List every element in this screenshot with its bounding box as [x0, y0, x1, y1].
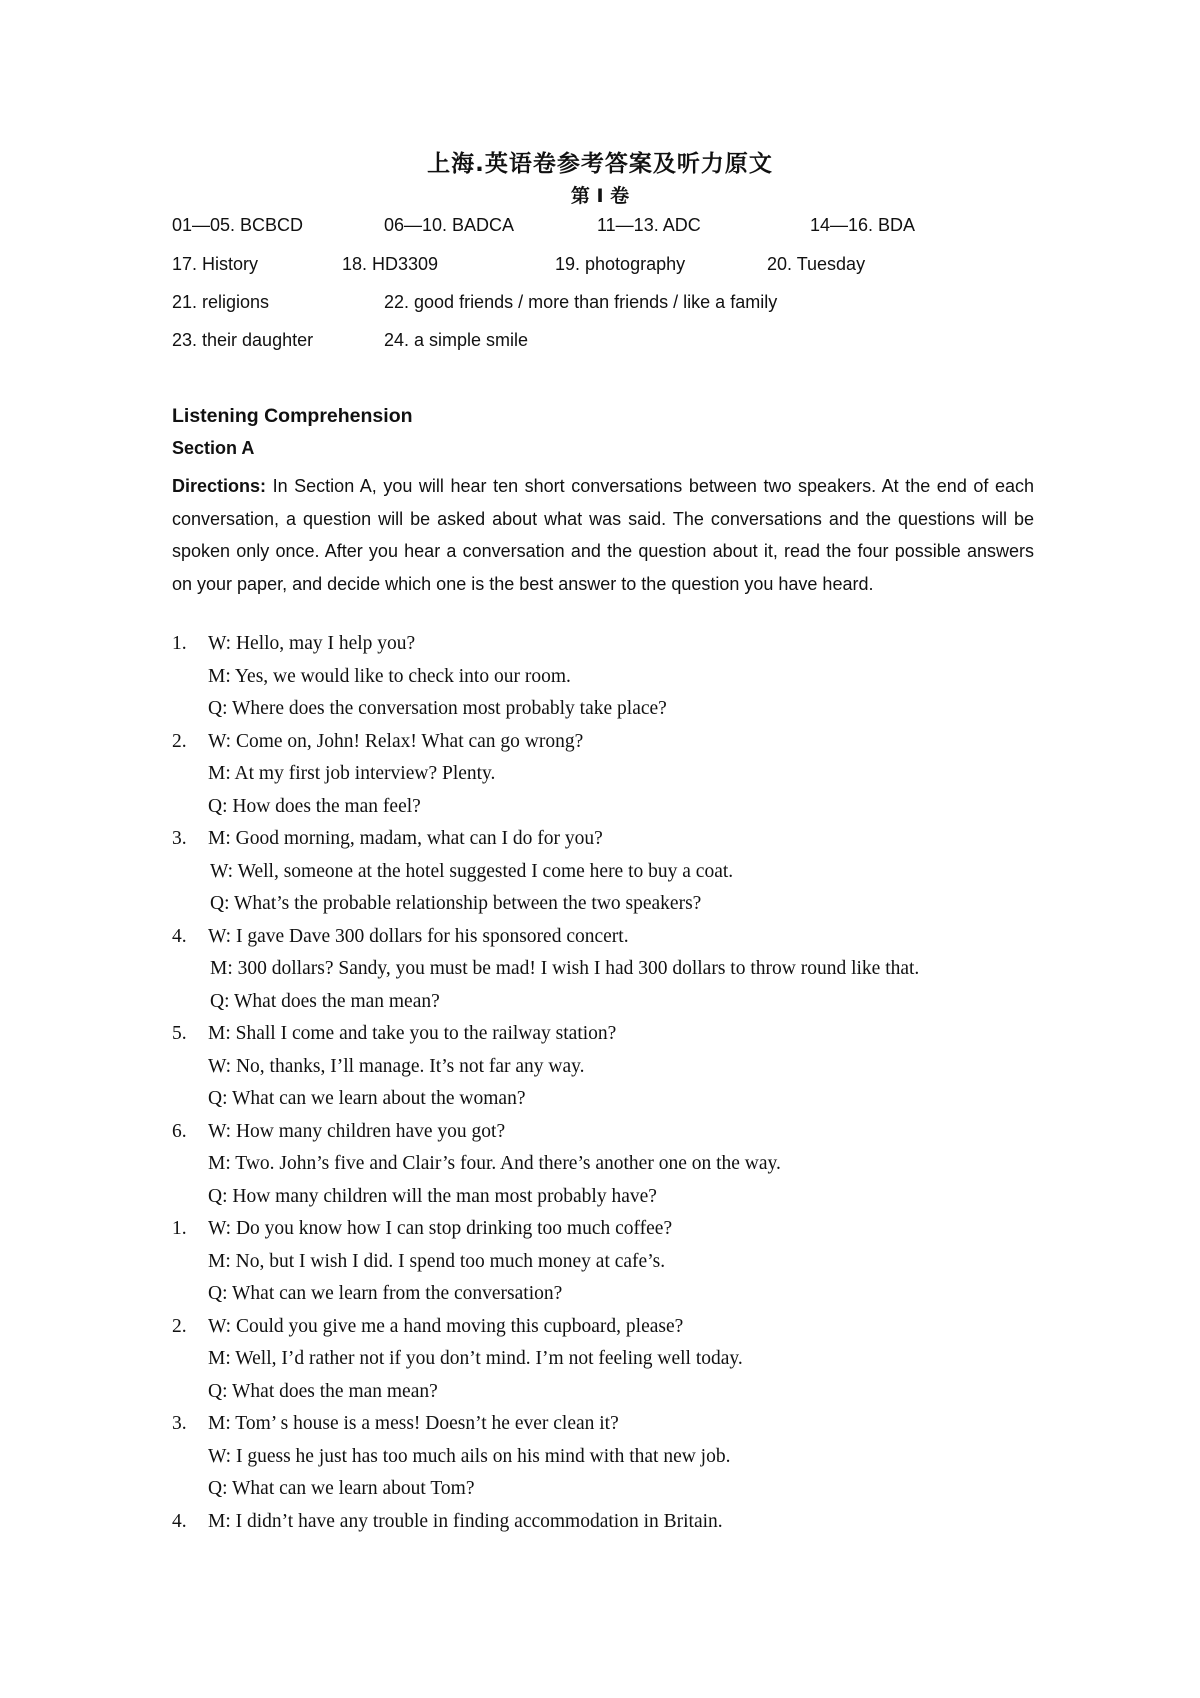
conversation-line [172, 1148, 1072, 1181]
conversation-line [172, 628, 1072, 661]
conversation-number: 2. [172, 730, 187, 752]
conversation-line [172, 823, 1072, 856]
dialogue-text: W: Do you know how I can stop drinking too much coffee? [208, 1218, 673, 1239]
dialogue-text: W: Well, someone at the hotel suggested I come here to buy a coat. [210, 860, 734, 882]
dialogue-text: M: No, but I wish I did. I spend too much money at cafe’s. [208, 1250, 666, 1272]
conversation-line [172, 1441, 1072, 1474]
question-text: Q: What can we learn from the conversation? [208, 1283, 563, 1304]
conversation-number: 5. [172, 1023, 187, 1044]
dialogue-text: M: Tom’ s house is a mess! Doesn’t he ever clean it? [208, 1413, 619, 1434]
answer-item: 24. a simple smile [384, 330, 529, 350]
conversation-number: 4. [172, 1510, 187, 1532]
section-subheading: Section A [172, 438, 255, 458]
conversation-line [172, 953, 1072, 986]
question-text: Q: How does the man feel? [208, 795, 421, 817]
conversation-line [172, 986, 1072, 1019]
conversation-line [172, 1018, 1072, 1051]
conversation-number: 1. [172, 1218, 187, 1239]
conversation-line [172, 1376, 1072, 1409]
conversation-line [172, 1181, 1072, 1214]
answer-item: 23. their daughter [172, 330, 314, 350]
dialogue-text: M: 300 dollars? Sandy, you must be mad! I wish I had 300 dollars to throw round like that. [210, 958, 920, 979]
conversation-number: 2. [172, 1315, 187, 1337]
conversation-line [172, 1116, 1072, 1149]
dialogue-text: W: I guess he just has too much ails on his mind with that new job. [208, 1445, 731, 1467]
conversation-line [172, 791, 1072, 824]
conversation-line [172, 693, 1072, 726]
dialogue-text: M: Yes, we would like to check into our room. [208, 665, 571, 687]
answer-item: 11—13. ADC [597, 215, 701, 235]
answer-item: 21. religions [172, 292, 270, 312]
answer-item: 20. Tuesday [767, 254, 866, 274]
question-text: Q: What’s the probable relationship between the two speakers? [210, 893, 702, 914]
conversation-line [172, 921, 1072, 954]
answer-item: 19. photography [555, 254, 686, 274]
transcript [172, 628, 1072, 1538]
conversation-line [172, 1408, 1072, 1441]
conversation-line [172, 1213, 1072, 1246]
conversation-line [172, 1506, 1072, 1539]
section-heading: Listening Comprehension [172, 405, 413, 427]
question-text: Q: What can we learn about the woman? [208, 1088, 526, 1109]
conversation-line [172, 1311, 1072, 1344]
question-text: Q: What does the man mean? [210, 990, 440, 1012]
question-text: Q: Where does the conversation most probably take place? [208, 698, 667, 719]
question-text: Q: How many children will the man most probably have? [208, 1185, 657, 1207]
dialogue-text: W: No, thanks, I’ll manage. It’s not far any way. [208, 1055, 585, 1077]
dialogue-text: W: Could you give me a hand moving this cupboard, please? [208, 1315, 684, 1337]
dialogue-text: M: Good morning, madam, what can I do for you? [208, 828, 603, 849]
document-title: 上海.英语卷参考答案及听力原文 [427, 151, 773, 177]
question-text: Q: What can we learn about Tom? [208, 1478, 475, 1499]
conversation-line [172, 661, 1072, 694]
conversation-number: 1. [172, 633, 187, 654]
answer-item: 06—10. BADCA [384, 215, 515, 235]
document-subtitle: 第 I 卷 [570, 185, 630, 207]
conversation-line [172, 1343, 1072, 1376]
conversation-line [172, 1051, 1072, 1084]
question-text: Q: What does the man mean? [208, 1380, 438, 1402]
dialogue-text: M: Well, I’d rather not if you don’t mind. I’m not feeling well today. [208, 1348, 743, 1369]
directions-paragraph [172, 470, 1034, 600]
dialogue-text: M: I didn’t have any trouble in finding accommodation in Britain. [208, 1510, 723, 1532]
dialogue-text: M: Two. John’s five and Clair’s four. And there’s another one on the way. [208, 1153, 781, 1174]
directions-label: Directions: [172, 476, 267, 496]
conversation-line [172, 1246, 1072, 1279]
dialogue-text: W: Come on, John! Relax! What can go wrong? [208, 730, 584, 752]
answer-item: 18. HD3309 [342, 254, 439, 274]
answer-item: 22. good friends / more than friends / like a family [384, 292, 778, 312]
answer-item: 01—05. BCBCD [172, 215, 304, 235]
dialogue-text: W: How many children have you got? [208, 1120, 506, 1142]
conversation-line [172, 726, 1072, 759]
conversation-number: 3. [172, 828, 187, 849]
conversation-line [172, 1278, 1072, 1311]
directions-text: In Section A, you will hear ten short conversations between two speakers. At the end of each conversation, a question will be asked about what was said. The conversations and the questions will be spoken only once. After you hear a conversation and the question about it, read the four possible answers on your paper, and decide which one is the best answer to the question you have heard. [172, 476, 1034, 594]
conversation-line [172, 1473, 1072, 1506]
answer-item: 14—16. BDA [810, 215, 916, 235]
conversation-line [172, 856, 1072, 889]
answer-item: 17. History [172, 254, 259, 274]
conversation-line [172, 1083, 1072, 1116]
dialogue-text: W: Hello, may I help you? [208, 633, 416, 654]
conversation-line [172, 888, 1072, 921]
conversation-line [172, 758, 1072, 791]
conversation-number: 6. [172, 1120, 187, 1142]
dialogue-text: M: At my first job interview? Plenty. [208, 763, 496, 784]
dialogue-text: W: I gave Dave 300 dollars for his sponsored concert. [208, 925, 629, 947]
dialogue-text: M: Shall I come and take you to the railway station? [208, 1023, 617, 1044]
conversation-number: 4. [172, 925, 187, 947]
conversation-number: 3. [172, 1413, 187, 1434]
